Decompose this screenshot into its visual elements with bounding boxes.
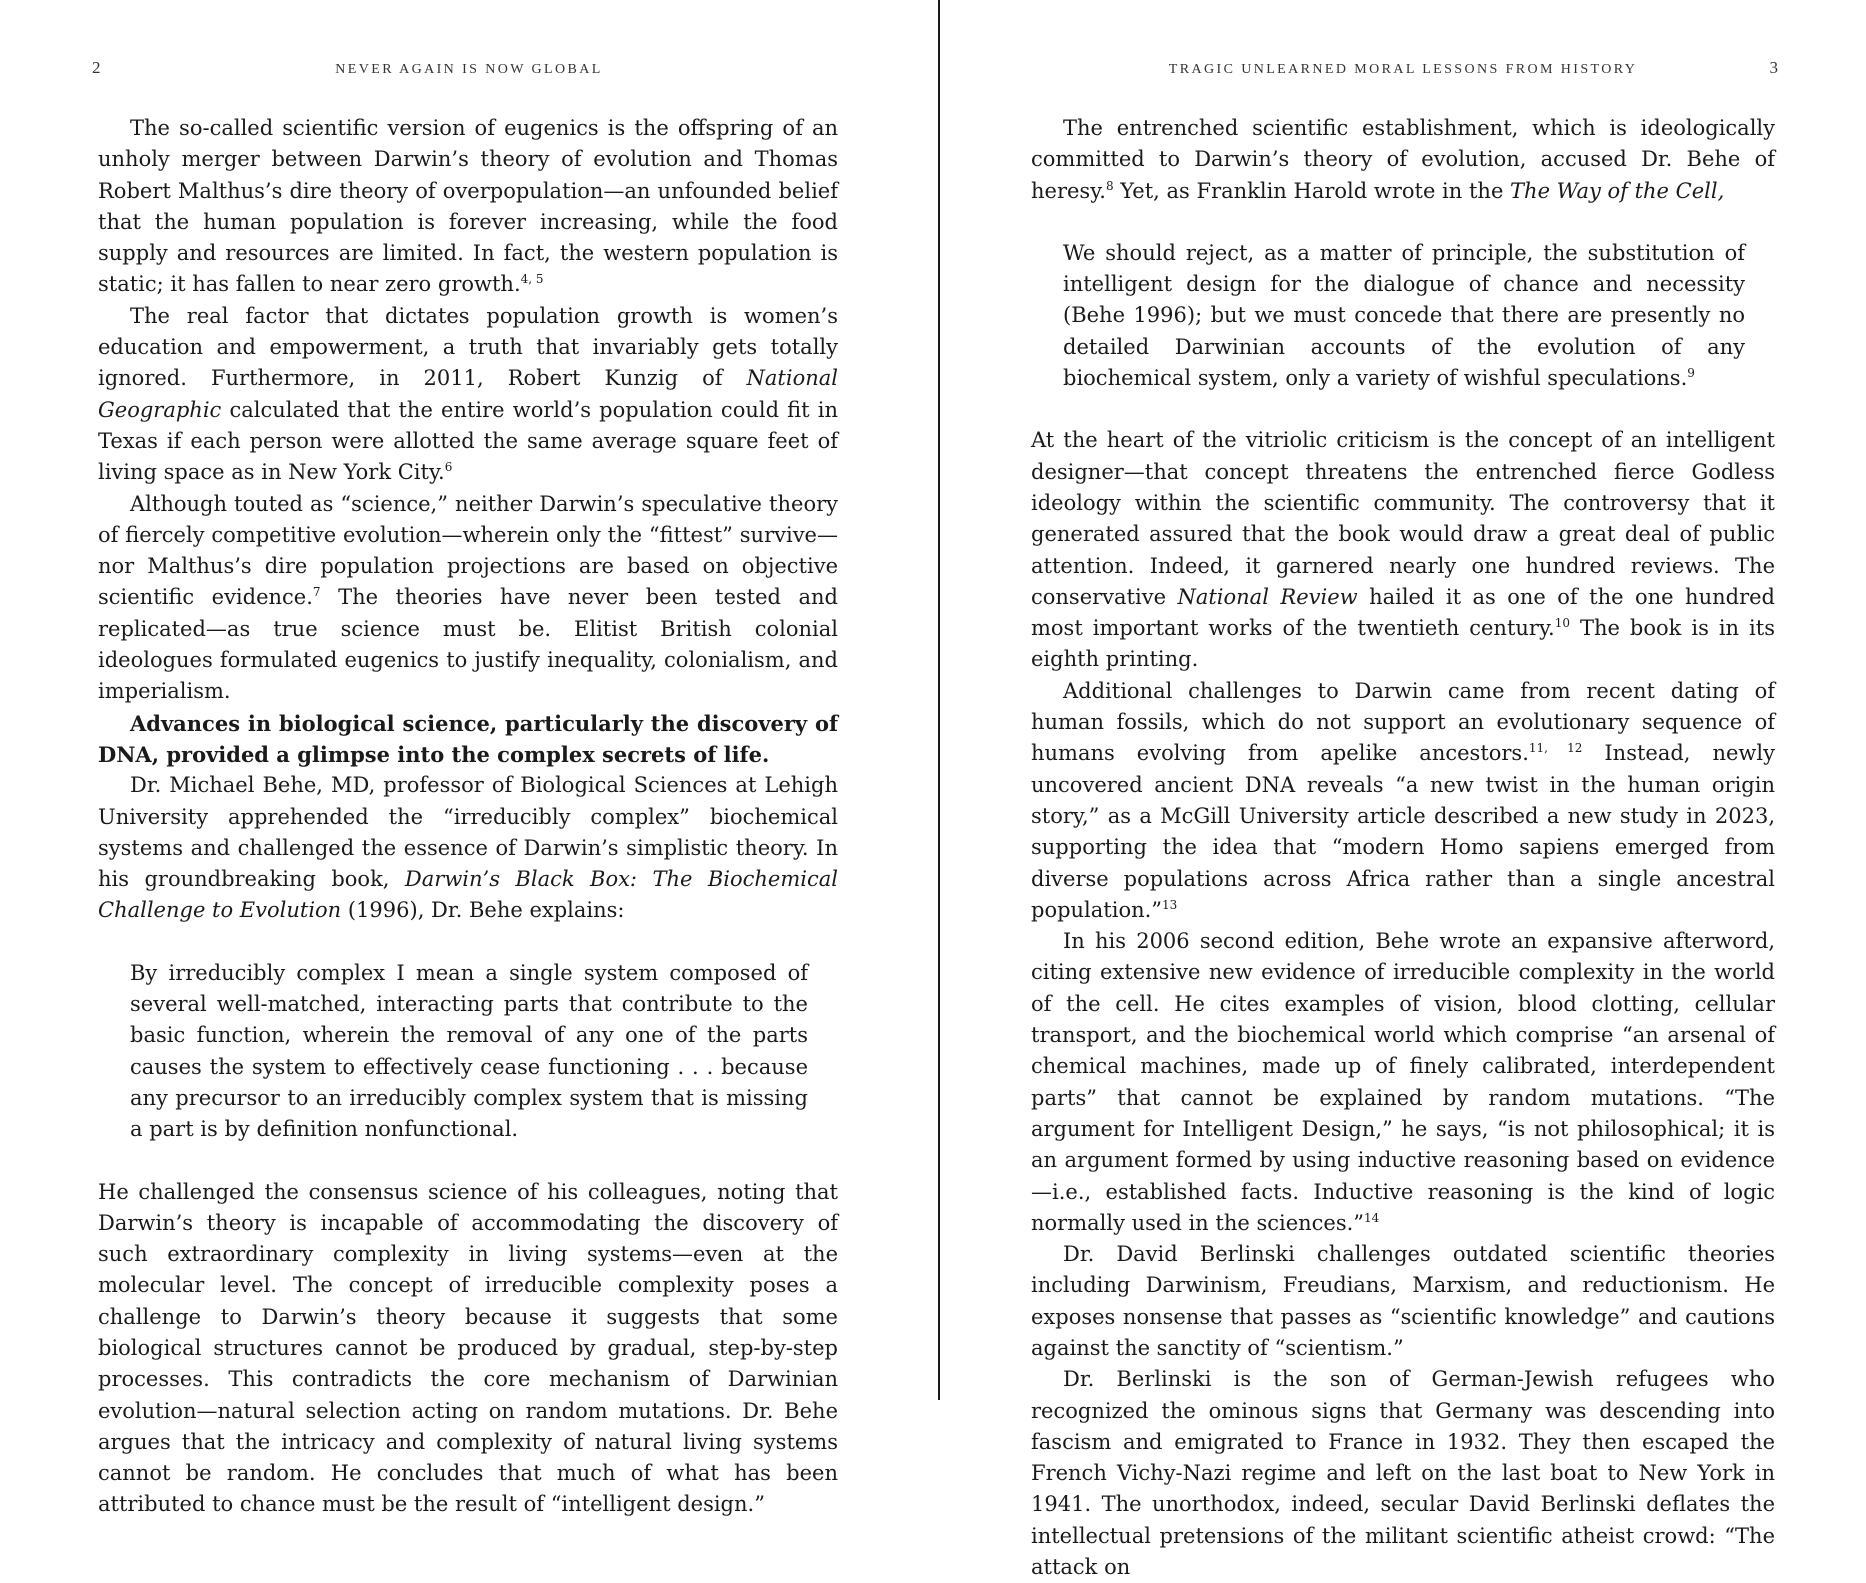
paragraph: The real factor that dictates population growth is women’s education and empowerment, a truth that invariably gets totally ignored. Furthermore, in 2011, Robert Kunzig of National Geographic calculated that the entire world’s population could fit in Texas if each person were allotted the same average square feet of living space as in New York City.$^6$: [98, 303, 838, 485]
footnote-ref: 10: [1554, 616, 1570, 631]
book-title: Darwin’s Black Box: The Biochemical Challenge to Evolution: [98, 867, 838, 923]
left-page: [0, 0, 938, 1517]
paragraph: Although touted as “science,” neither Darwin’s speculative theory of fiercely competitive evolution—wherein only the “fittest” survive—nor Malthus’s dire population projections are based on objective scientific evidence.$^7$ The theories have never been tested and replicated—as true science must be. Elitist British colonial ideologues formulated eugenics to justify inequality, colonialism, and imperialism.: [98, 491, 838, 704]
footnote-ref: 9: [1687, 366, 1695, 381]
publication-title: National Review: [1177, 584, 1358, 609]
book-title: The Way of the Cell,: [1510, 178, 1725, 203]
footnote-ref: 8: [1105, 178, 1114, 193]
paragraph: Dr. Berlinski is the son of German-Jewish refugees who recognized the ominous signs that Germany was descending into fascism and emigrated to France in 1932. They then escaped the French Vichy-Nazi regime and left on the last boat to New York in 1941. The unorthodox, indeed, secular David Berlinski deflates the intellectual pretensions of the militant scientific atheist crowd: “The attack on: [1031, 1367, 1775, 1580]
footnote-ref: 6: [444, 460, 453, 475]
paragraph: The so-called scientific version of eugenics is the offspring of an unholy merger between Darwin’s theory of evolution and Thomas Robert Malthus’s dire theory of overpopulation—an unfounded belief that the human population is forever increasing, while the food supply and resources are limited. In fact, the western population is static; it has fallen to near zero growth.$^{4, 5}$: [98, 116, 838, 297]
block-quote: We should reject, as a matter of principle, the substitution of intelligent design for the dialogue of chance and necessity (Behe 1996); but we must concede that there are presently no detailed Darwinian accounts of the evolution of any biochemical system, only a variety of wishful speculations.$^9$: [1063, 240, 1745, 391]
paragraph: Dr. Michael Behe, MD, professor of Biological Sciences at Lehigh University apprehended the “irreducibly complex” biochemical systems and challenged the essence of Darwin’s simplistic theory. In his groundbreaking book, Darwin’s Black Box: The Biochemical Challenge to Evolution (1996), Dr. Behe explains:: [98, 773, 838, 923]
footnote-ref: 13: [1162, 897, 1178, 912]
right-page: [940, 0, 1866, 1580]
page-number: 3: [1769, 58, 1778, 77]
paragraph: He challenged the consensus science of his colleagues, noting that Darwin’s theory is incapable of accommodating the discovery of such extraordinary complexity in living systems—even at the molecular level. The concept of irreducible complexity poses a challenge to Darwin’s theory because it suggests that some biological structures cannot be produced by gradual, step-by-step processes. This contradicts the core mechanism of Darwinian evolution—natural selection acting on random mutations. Dr. Behe argues that the intricacy and complexity of natural living systems cannot be random. He concludes that much of what has been attributed to chance must be the result of “intelligent design.”: [98, 1179, 838, 1517]
paragraph: Additional challenges to Darwin came from recent dating of human fossils, which do not support an evolutionary sequence of humans evolving from apelike ancestors.$^{11, 12}$ Instead, newly uncovered ancient DNA reveals “a new twist in the human origin story,” as a McGill University article described a new study in 2023, supporting the idea that “modern Homo sapiens emerged from diverse populations across Africa rather than a single ancestral population.”$^{13}$: [1031, 678, 1775, 922]
publication-title: National Geographic: [98, 366, 838, 422]
paragraph: The entrenched scientific establishment, which is ideologically committed to Darwin’s theory of evolution, accused Dr. Behe of heresy.$^8$ Yet, as Franklin Harold wrote in the The Way of the Cell,: [1031, 116, 1775, 203]
right-page-body: [1031, 113, 1775, 1583]
paragraph: In his 2006 second edition, Behe wrote an expansive afterword, citing extensive new evidence of irreducible complexity in the world of the cell. He cites examples of vision, blood clotting, cellular transport, and the biochemical world which comprise “an arsenal of chemical machines, made up of finely calibrated, interdependent parts” that cannot be explained by random mutations. “The argument for Intelligent Design,” he says, “is not philosophical; it is an argument formed by using inductive reasoning based on evidence—i.e., established facts. Inductive reasoning is the kind of logic normally used in the sciences.”$^{14}$: [1031, 929, 1775, 1235]
paragraph: Dr. David Berlinski challenges outdated scientific theories including Darwinism, Freudians, Marxism, and reductionism. He exposes nonsense that passes as “scientific knowledge” and cautions against the sanctity of “scientism.”: [1031, 1242, 1775, 1360]
page-number: 2: [92, 58, 101, 77]
footnote-ref: 4, 5: [520, 272, 544, 287]
running-head: TRAGIC UNLEARNED MORAL LESSONS FROM HISTORY: [1168, 62, 1638, 77]
footnote-ref: 14: [1364, 1210, 1380, 1225]
running-head: NEVER AGAIN IS NOW GLOBAL: [335, 62, 603, 77]
block-quote: By irreducibly complex I mean a single system composed of several well-matched, interacting parts that contribute to the basic function, wherein the removal of any one of the parts causes the system to effectively cease functioning . . . because any precursor to an irreducibly complex system that is missing a part is by definition nonfunctional.: [130, 960, 808, 1142]
footnote-ref: 7: [312, 585, 321, 600]
paragraph: At the heart of the vitriolic criticism is the concept of an intelligent designer—that concept threatens the entrenched fierce Godless ideology within the scientific community. The controversy that it generated assured that the book would draw a great deal of public attention. Indeed, it garnered nearly one hundred reviews. The conservative National Review hailed it as one of the one hundred most important works of the twentieth century.$^{10}$ The book is in its eighth printing.: [1031, 428, 1775, 672]
left-page-body: [98, 113, 838, 1521]
bold-subhead-paragraph: Advances in biological science, particularly the discovery of DNA, provided a glimpse into the complex secrets of life.: [98, 710, 838, 767]
footnote-ref: 11, 12: [1528, 741, 1583, 756]
